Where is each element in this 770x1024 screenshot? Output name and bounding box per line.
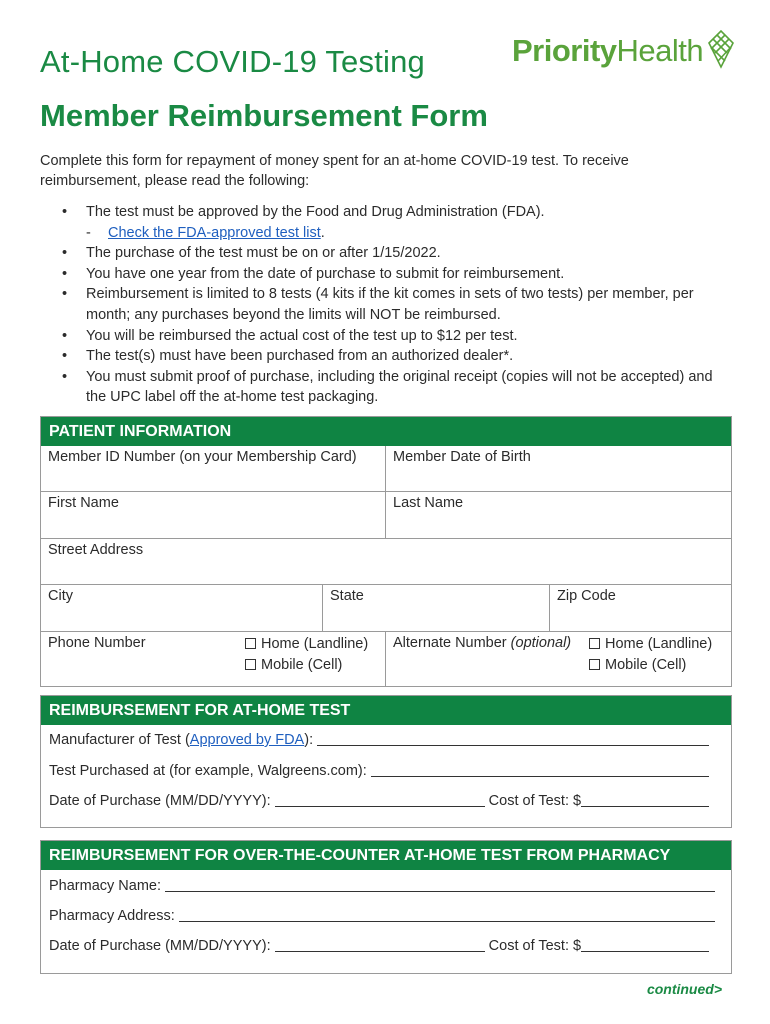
street-address-field[interactable] (41, 539, 731, 585)
requirements-list (62, 202, 732, 408)
at-home-reimbursement-heading: REIMBURSEMENT FOR AT-HOME TEST (41, 696, 731, 725)
city-label: City (48, 588, 73, 604)
at-home-reimbursement-section (40, 695, 732, 828)
patient-information-heading: PATIENT INFORMATION (41, 417, 731, 446)
list-item: • The test(s) must have been purchased from an authorized dealer*. (62, 346, 732, 367)
form-title-line2: Member Reimbursement Form (40, 98, 488, 133)
home-landline-checkbox[interactable] (245, 634, 368, 655)
list-item: • You must submit proof of purchase, including the original receipt (copies will not be accepted) and the UPC label off the at-home test packaging. (62, 367, 732, 408)
test-purchased-at-field[interactable] (49, 763, 709, 779)
test-purchased-at-input-line[interactable] (371, 763, 709, 777)
date-of-purchase-input-line[interactable] (275, 793, 485, 807)
checkbox-icon (589, 659, 600, 670)
member-id-label: Member ID Number (on your Membership Card) (48, 449, 357, 465)
otc-date-of-purchase-field[interactable] (49, 938, 709, 954)
member-id-field[interactable] (41, 446, 386, 492)
cost-of-test-input-line[interactable] (581, 793, 709, 807)
pharmacy-name-input-line[interactable] (165, 878, 715, 892)
approved-by-fda-link[interactable]: Approved by FDA (189, 732, 305, 748)
street-address-label: Street Address (48, 542, 144, 558)
patient-information-section (40, 416, 732, 687)
first-name-label: First Name (48, 495, 119, 511)
phone-number-label: Phone Number (48, 635, 146, 651)
alternate-number-label: Alternate Number (393, 635, 507, 651)
alt-home-landline-checkbox[interactable] (589, 634, 712, 655)
list-item: • Reimbursement is limited to 8 tests (4 kits if the kit comes in sets of two tests) per member, per month; any purchases beyond the limits will NOT be reimbursed. (62, 284, 732, 325)
logo-grid-icon (705, 27, 735, 69)
alternate-number-field[interactable] (386, 632, 731, 686)
manufacturer-input-line[interactable] (317, 732, 709, 746)
checkbox-label: Home (Landline) (261, 636, 369, 652)
phone-number-field[interactable] (41, 632, 386, 686)
member-dob-label: Member Date of Birth (393, 449, 531, 465)
member-dob-field[interactable] (386, 446, 731, 492)
cost-of-test-label: Cost of Test: $ (488, 793, 582, 809)
list-item: • The purchase of the test must be on or after 1/15/2022. (62, 243, 732, 264)
last-name-field[interactable] (386, 492, 731, 539)
manufacturer-label: Manufacturer of Test ( (49, 732, 190, 748)
priority-health-logo (512, 26, 735, 76)
otc-cost-of-test-input-line[interactable] (581, 938, 709, 952)
checkbox-icon (245, 638, 256, 649)
checkbox-label: Mobile (Cell) (605, 657, 687, 673)
optional-label: (optional) (510, 635, 572, 651)
otc-date-of-purchase-label: Date of Purchase (MM/DD/YYYY): (49, 938, 271, 954)
first-name-field[interactable] (41, 492, 386, 539)
pharmacy-address-label: Pharmacy Address: (49, 908, 175, 924)
otc-cost-of-test-label: Cost of Test: $ (488, 938, 582, 954)
logo-text-regular: Health (616, 33, 704, 68)
list-item: • You will be reimbursed the actual cost of the test up to $12 per test. (62, 326, 732, 347)
pharmacy-address-field[interactable] (49, 908, 715, 924)
pharmacy-address-input-line[interactable] (179, 908, 715, 922)
list-item: • The test must be approved by the Food and Drug Administration (FDA). (62, 202, 732, 223)
list-item: • You have one year from the date of purchase to submit for reimbursement. (62, 264, 732, 285)
zip-code-field[interactable] (550, 585, 731, 632)
continued-label: continued> (646, 981, 722, 997)
mobile-cell-checkbox[interactable] (245, 655, 368, 676)
checkbox-icon (589, 638, 600, 649)
manufacturer-field[interactable] (49, 732, 709, 748)
fda-test-list-link[interactable]: Check the FDA-approved test list (108, 224, 321, 241)
date-of-purchase-field[interactable] (49, 793, 709, 809)
checkbox-label: Home (Landline) (605, 636, 713, 652)
list-item: - Check the FDA-approved test list. (62, 223, 732, 244)
manufacturer-label-end: ): (304, 732, 314, 748)
otc-pharmacy-reimbursement-section (40, 840, 732, 974)
checkbox-icon (245, 659, 256, 670)
form-title-line1: At-Home COVID-19 Testing (40, 44, 425, 79)
zip-code-label: Zip Code (557, 588, 616, 604)
otc-date-of-purchase-input-line[interactable] (275, 938, 485, 952)
test-purchased-at-label: Test Purchased at (for example, Walgreens.com): (49, 763, 367, 779)
checkbox-label: Mobile (Cell) (261, 657, 343, 673)
pharmacy-name-label: Pharmacy Name: (49, 878, 162, 894)
state-label: State (330, 588, 364, 604)
city-field[interactable] (41, 585, 323, 632)
intro-text: Complete this form for repayment of money spent for an at-home COVID-19 test. To receive reimbursement, please read the following: (40, 153, 629, 189)
alt-mobile-cell-checkbox[interactable] (589, 655, 712, 676)
state-field[interactable] (323, 585, 550, 632)
last-name-label: Last Name (393, 495, 464, 511)
date-of-purchase-label: Date of Purchase (MM/DD/YYYY): (49, 793, 271, 809)
logo-text-bold: Priority (512, 33, 617, 68)
otc-pharmacy-reimbursement-heading: REIMBURSEMENT FOR OVER-THE-COUNTER AT-HOME TEST FROM PHARMACY (41, 841, 731, 870)
pharmacy-name-field[interactable] (49, 878, 715, 894)
